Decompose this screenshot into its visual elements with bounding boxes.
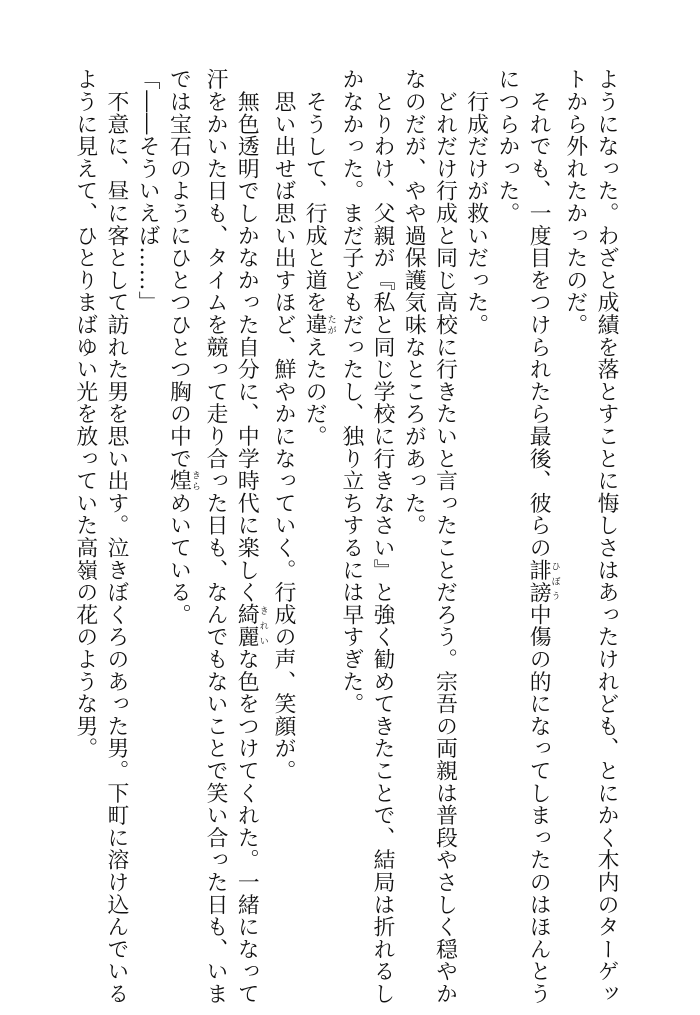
text-line-10 (299, 68, 336, 968)
text-line-9: かなかった。まだ子どもだったし、独り立ちするには早すぎた。 (338, 68, 364, 715)
text-line-2: トから外れたかったのだ。 (562, 68, 588, 336)
text-line-17: ように見えて、ひとりまばゆい光を放っていた高嶺の花のような男。 (72, 68, 98, 760)
text-line-12 (231, 68, 268, 1005)
ruby-sparkle (166, 469, 200, 492)
text-line-16: 不意に、昼に客として訪れた男を思い出す。泣きぼくろのあった男。下町に溶け込んでいる (103, 68, 129, 1005)
text-line-13: 汗をかいた日も、タイムを競って走り合った日も、なんでもないことで笑い合った日も、いま (203, 68, 229, 1005)
text-line-3-b: 中傷の的になってしまったのはほんとう (526, 603, 552, 1005)
text-line-4: につらかった。 (494, 68, 520, 225)
text-line-11: 思い出せば思い出すほど、鮮やかになっていく。行成の声、笑顔が。 (270, 68, 296, 782)
text-line-8: とりわけ、父親が『私と同じ学校に行きなさい』と強く勧めてきたことで、結局は折れるし (370, 68, 396, 1005)
ruby-diverge-base: 違 (302, 313, 328, 336)
ruby-sparkle-base: 煌 (166, 469, 192, 492)
ruby-beautiful (234, 603, 268, 648)
text-line-5: 行成だけが救いだった。 (463, 68, 489, 336)
ruby-slander-base: 誹謗 (526, 558, 552, 604)
text-line-7: なのだが、やや過保護気味なところがあった。 (401, 68, 427, 537)
text-line-14 (163, 68, 200, 968)
ruby-slander (526, 558, 560, 604)
ruby-diverge (302, 313, 336, 336)
text-line-10-a: そうして、行成と道を (302, 68, 328, 314)
text-line-3 (523, 68, 560, 1005)
ruby-diverge-reading: たが (325, 313, 336, 336)
ruby-sparkle-reading: きら (189, 469, 200, 492)
text-line-14-a: では宝石のようにひとつひとつ胸の中で (166, 68, 192, 470)
text-line-1: ようになった。わざと成績を落とすことに悔しさはあったけれども、とにかく木内のターゲッ (594, 68, 619, 1005)
text-line-6: どれだけ行成と同じ高校に行きたいと言ったことだろう。宗吾の両親は普段やさしく穏やか (432, 68, 458, 1005)
ruby-beautiful-reading: きれい (257, 603, 268, 648)
ruby-beautiful-base: 綺麗 (234, 603, 260, 648)
text-line-10-b: えたのだ。 (302, 335, 328, 448)
text-line-14-b: めいている。 (166, 491, 192, 626)
text-line-3-a: それでも、一度目をつけられたら最後、彼らの (526, 68, 552, 559)
text-line-15: 「――そういえば……」 (135, 68, 161, 314)
ruby-slander-reading: ひぼう (549, 558, 560, 604)
text-line-12-a: 無色透明でしかなかった自分に、中学時代に楽しく (234, 68, 260, 604)
vertical-text-body (70, 68, 622, 1005)
text-line-12-b: な色をつけてくれた。一緒になって (234, 647, 260, 1005)
